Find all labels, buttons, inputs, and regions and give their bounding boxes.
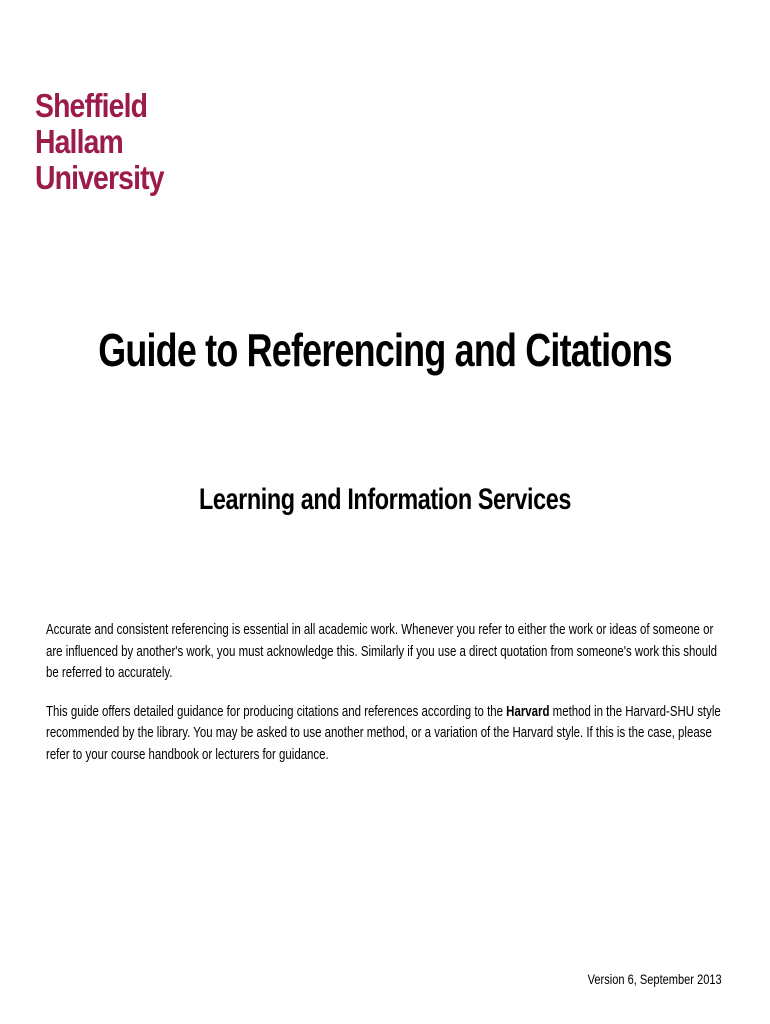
harvard-emphasis: Harvard bbox=[506, 703, 550, 720]
version-note: Version 6, September 2013 bbox=[587, 971, 722, 987]
document-subtitle: Learning and Information Services bbox=[198, 483, 572, 516]
intro-paragraph-2-start: This guide offers detailed guidance for producing citations and references according to the bbox=[46, 703, 507, 720]
intro-paragraph-2-end: method in the Harvard-SHU style recommended by the library. You may be asked to use another method, or a variation of the Harvard style. If this is the case, please refer to your course handbook or lecturers for guidance. bbox=[46, 703, 721, 763]
intro-paragraph-1: Accurate and consistent referencing is essential in all academic work. Whenever you refer to either the work or ideas of someone or are influenced by another's work, you must acknowledge this. Similarly if you use a direct quotation from someone's work this should be referred to accurately. bbox=[46, 622, 718, 681]
intro-paragraph-2 bbox=[46, 702, 729, 767]
university-logo bbox=[35, 88, 164, 196]
document-title: Guide to Referencing and Citations bbox=[98, 324, 672, 376]
logo-line-sheffield: Sheffield bbox=[35, 87, 148, 124]
introduction-text bbox=[46, 620, 729, 783]
logo-line-hallam: Hallam bbox=[35, 123, 123, 160]
logo-line-university: University bbox=[35, 159, 164, 196]
